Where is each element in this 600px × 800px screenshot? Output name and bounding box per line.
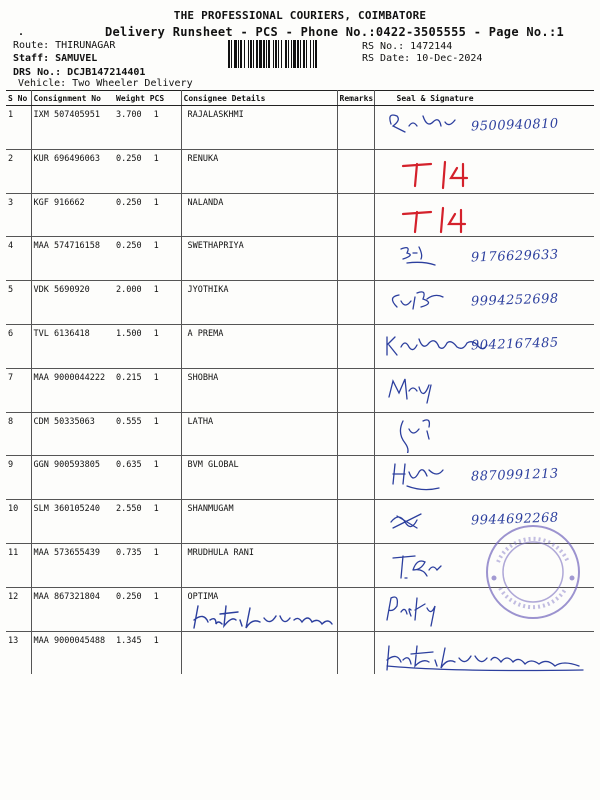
cell-sno: 10 xyxy=(6,500,31,544)
pcs-value: 1 xyxy=(153,460,159,471)
cell-sno: 13 xyxy=(6,631,31,674)
pcs-value: 1 xyxy=(153,153,159,164)
cell-weight-pcs xyxy=(114,281,181,325)
weight-value: 0.555 xyxy=(116,416,142,427)
vehicle-label: Vehicle: Two Wheeler Delivery xyxy=(18,78,193,89)
table-row xyxy=(6,456,594,500)
cell-consignee: LATHA xyxy=(181,412,337,456)
cell-consignee: NALANDA xyxy=(181,193,337,237)
cell-consignee: JYOTHIKA xyxy=(181,281,337,325)
pcs-value: 1 xyxy=(153,591,159,602)
cell-consignment-no: VDK 5690920 xyxy=(31,281,114,325)
cell-weight-pcs xyxy=(114,631,181,674)
table-row xyxy=(6,324,594,368)
cell-seal-signature xyxy=(374,193,594,237)
cell-weight-pcs xyxy=(114,587,181,631)
handwritten-phone: 8870991213 xyxy=(470,466,559,485)
cell-sno: 4 xyxy=(6,237,31,281)
cell-remarks xyxy=(337,106,374,150)
cell-weight-pcs xyxy=(114,237,181,281)
runsheet-title: Delivery Runsheet - PCS - Phone No.:0422-3505555 - Page No.:1 xyxy=(105,25,565,39)
signature-scribble xyxy=(375,632,595,672)
cell-sno: 11 xyxy=(6,543,31,587)
cell-weight-pcs xyxy=(114,456,181,500)
cell-seal-signature xyxy=(374,412,594,456)
weight-value: 2.550 xyxy=(116,504,142,515)
cell-weight-pcs xyxy=(114,149,181,193)
pcs-value: 1 xyxy=(153,372,159,383)
col-seal-signature: Seal & Signature xyxy=(374,91,594,106)
cell-consignment-no: TVL 6136418 xyxy=(31,324,114,368)
pcs-value: 1 xyxy=(153,197,159,208)
signature-scribble xyxy=(375,413,595,453)
cell-consignment-no: MAA 574716158 xyxy=(31,237,114,281)
cell-weight-pcs xyxy=(114,500,181,544)
cell-sno: 6 xyxy=(6,324,31,368)
cell-consignee: SWETHAPRIYA xyxy=(181,237,337,281)
cell-seal-signature xyxy=(374,149,594,193)
drs-number: DRS No.: DCJB147214401 xyxy=(13,67,146,78)
table-row xyxy=(6,237,594,281)
table-row xyxy=(6,149,594,193)
cell-consignee: RAJALASKHMI xyxy=(181,106,337,150)
barcode-image xyxy=(228,40,356,68)
cell-weight-pcs xyxy=(114,106,181,150)
cell-consignment-no: KUR 696496063 xyxy=(31,149,114,193)
table-row xyxy=(6,412,594,456)
cell-weight-pcs xyxy=(114,324,181,368)
col-sno: S No xyxy=(6,91,31,106)
cell-consignment-no: MAA 9000045488 xyxy=(33,635,106,646)
weight-value: 0.635 xyxy=(116,460,142,471)
pcs-value: 1 xyxy=(153,635,159,646)
cell-consignee: A PREMA xyxy=(181,324,337,368)
pcs-value: 1 xyxy=(153,547,159,558)
rs-date: RS Date: 10-Dec-2024 xyxy=(362,53,483,64)
cell-seal-signature xyxy=(374,456,594,500)
handwritten-phone: 9500940810 xyxy=(470,116,559,135)
cell-seal-signature xyxy=(374,324,594,368)
weight-value: 3.700 xyxy=(116,110,142,120)
signature-scribble xyxy=(375,150,595,190)
cell-remarks xyxy=(337,543,374,587)
cell-consignment-no: MAA 573655439 xyxy=(31,543,114,587)
cell-sno: 2 xyxy=(6,149,31,193)
weight-value: 2.000 xyxy=(116,285,142,296)
pcs-value: 1 xyxy=(153,416,159,427)
cell-consignment-no: CDM 50335063 xyxy=(31,412,114,456)
cell-remarks xyxy=(337,412,374,456)
cell-consignee: BVM GLOBAL xyxy=(181,456,337,500)
cell-weight-pcs xyxy=(114,412,181,456)
cell-consignment-no: IXM 507405951 xyxy=(31,106,114,150)
table-row xyxy=(6,106,594,150)
cell-consignment-no: KGF 916662 xyxy=(31,193,114,237)
cell-weight-pcs xyxy=(114,368,181,412)
weight-value: 1.345 xyxy=(116,635,142,646)
cell-sno: 12 xyxy=(6,587,31,631)
weight-value: 1.500 xyxy=(116,328,142,339)
col-weight-pcs: Weight PCS xyxy=(114,91,181,106)
cell-weight-pcs xyxy=(114,193,181,237)
cell-seal-signature xyxy=(374,281,594,325)
cell-consignment-no: GGN 900593805 xyxy=(31,456,114,500)
cell-consignee: SHANMUGAM xyxy=(181,500,337,544)
cell-seal-signature xyxy=(374,368,594,412)
weight-value: 0.250 xyxy=(116,591,142,602)
cell-consignment-no: SLM 360105240 xyxy=(31,500,114,544)
cell-sno: 1 xyxy=(6,106,31,150)
cell-remarks xyxy=(337,237,374,281)
company-name: THE PROFESSIONAL COURIERS, COIMBATORE xyxy=(173,9,427,22)
cell-remarks xyxy=(337,500,374,544)
signature-scribble xyxy=(375,369,595,409)
cell-consignment-no: MAA 867321804 xyxy=(31,587,114,631)
cell-sno: 3 xyxy=(6,193,31,237)
cell-seal-signature xyxy=(374,631,594,674)
weight-value: 0.250 xyxy=(116,241,142,252)
cell-seal-signature xyxy=(374,106,594,150)
cell-remarks xyxy=(337,149,374,193)
cell-consignee: RENUKA xyxy=(181,149,337,193)
weight-value: 0.250 xyxy=(116,153,142,164)
col-consignment: Consignment No xyxy=(31,91,114,106)
cell-consignee: OPTIMA xyxy=(181,587,337,631)
cell-consignment-no: MAA 9000044222 xyxy=(31,368,114,412)
cell-remarks xyxy=(337,281,374,325)
cell-consignee: SHOBHA xyxy=(181,368,337,412)
handwritten-phone: 9994252698 xyxy=(470,291,559,310)
cell-weight-pcs xyxy=(114,543,181,587)
pcs-value: 1 xyxy=(153,110,159,120)
table-header-row xyxy=(6,91,594,106)
route-label: Route: THIRUNAGAR xyxy=(13,40,116,51)
handwritten-phone: 9176629633 xyxy=(470,247,559,266)
cell-consignee: MRUDHULA RANI xyxy=(181,543,337,587)
staff-label: Staff: SAMUVEL xyxy=(13,53,98,64)
cell-sno: 8 xyxy=(6,412,31,456)
rs-number: RS No.: 1472144 xyxy=(362,41,453,52)
table-row xyxy=(6,368,594,412)
cell-sno: 5 xyxy=(6,281,31,325)
bullet-mark: . xyxy=(18,27,25,38)
pcs-value: 1 xyxy=(153,328,159,339)
cell-remarks xyxy=(337,456,374,500)
col-consignee: Consignee Details xyxy=(181,91,337,106)
table-row xyxy=(6,281,594,325)
weight-value: 0.735 xyxy=(116,547,142,558)
cell-seal-signature xyxy=(374,237,594,281)
signature-scribble xyxy=(375,194,595,234)
courier-seal-stamp xyxy=(478,522,588,622)
pcs-value: 1 xyxy=(153,504,159,515)
table-row xyxy=(6,193,594,237)
handwritten-phone: 9944692268 xyxy=(470,510,559,529)
cell-remarks xyxy=(337,324,374,368)
weight-value: 0.250 xyxy=(116,197,142,208)
handwritten-consignee-name xyxy=(190,598,350,638)
weight-value: 0.215 xyxy=(116,372,142,383)
cell-remarks xyxy=(337,193,374,237)
cell-sno: 7 xyxy=(6,368,31,412)
col-remarks: Remarks xyxy=(337,91,374,106)
cell-remarks xyxy=(337,368,374,412)
pcs-value: 1 xyxy=(153,285,159,296)
cell-sno: 9 xyxy=(6,456,31,500)
pcs-value: 1 xyxy=(153,241,159,252)
handwritten-phone: 9042167485 xyxy=(470,335,559,354)
